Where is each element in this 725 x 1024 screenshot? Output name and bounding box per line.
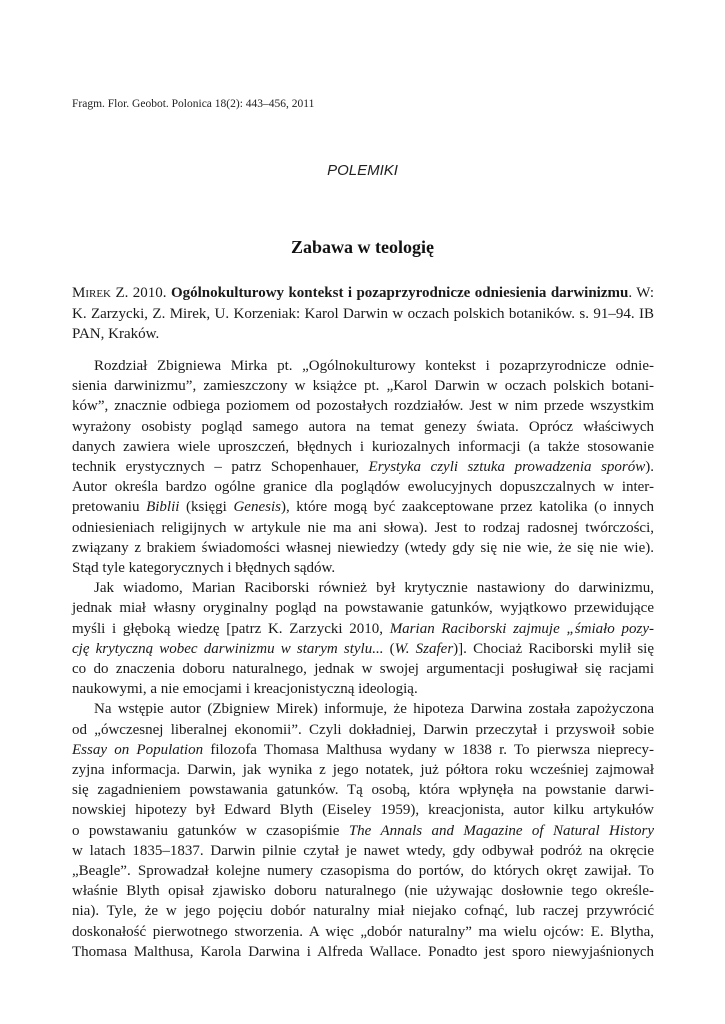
paragraph <box>72 356 654 578</box>
text-line <box>72 558 654 578</box>
reference-author: Mirek <box>72 285 112 301</box>
article-body <box>72 356 654 962</box>
paragraph <box>72 578 654 699</box>
italic-text: Genesis <box>233 499 281 516</box>
text-segment: ków”, znacznie odbiega poziomem od pozostałych rozdziałów. Jest w nim przede wszystkim <box>72 398 654 415</box>
text-segment: ( <box>383 640 395 657</box>
text-line <box>72 679 654 699</box>
paragraph <box>72 699 654 962</box>
text-line <box>72 659 654 679</box>
text-line <box>72 356 654 376</box>
text-line <box>72 417 654 437</box>
text-segment: )]. Chociaż Raciborski mylił się <box>453 640 654 657</box>
text-segment: jednak miał własny oryginalny pogląd na powstawanie gatunków, wyjątkowo przewidujące <box>72 600 654 617</box>
reviewed-work-reference <box>72 283 654 345</box>
text-line <box>72 437 654 457</box>
reference-details: . W: K. Zarzycki, Z. Mirek, U. Korzeniak: Karol Darwin w oczach polskich botaników. <box>72 285 655 322</box>
text-segment: zyjna informacja. Darwin, jak wynika z jego notatek, już półtora roku wcześniej zajmował <box>72 762 654 779</box>
text-segment: myśli i głęboką wiedzę [patrz K. Zarzycki 2010, <box>72 620 390 637</box>
text-line <box>72 376 654 396</box>
text-segment: pretowaniu <box>72 499 147 516</box>
text-line <box>72 477 654 497</box>
text-line <box>72 740 654 760</box>
text-segment: od „ówczesnej liberalnej ekonomii”. Czyli dokładniej, Darwin przeczytał i przyswoił sobie <box>72 721 654 738</box>
text-line <box>72 881 654 901</box>
text-segment: ). <box>645 459 654 476</box>
text-line <box>72 497 654 517</box>
text-segment: Autor określa bardzo ogólne granice dla poglądów ewolucyjnych dopuszczalnych w inter- <box>72 479 654 496</box>
section-heading: POLEMIKI <box>327 162 398 179</box>
text-segment: nia). Tyle, że w jego pojęciu dobór naturalny miał niejako cofnąć, lub raczej przywrócić <box>72 903 654 920</box>
text-segment: wyrażony osobisty pogląd samego autora na temat genezy świata. Oprócz właściwych <box>72 418 654 435</box>
text-segment: Na wstępie autor (Zbigniew Mirek) informuje, że hipoteza Darwina została zapożyczona <box>94 701 654 718</box>
italic-text: W. Szafer <box>394 640 454 657</box>
italic-text: The Annals and Magazine of Natural History <box>348 822 655 839</box>
text-line <box>72 396 654 416</box>
text-segment: nowskiej hipotezy był Edward Blyth (Eiseley 1959), kreacjonista, autor kilku artykułów <box>72 802 654 819</box>
text-line <box>72 720 654 740</box>
text-segment: w latach 1835–1837. Darwin pilnie czytał je nawet wtedy, gdy odbywał podróż na okręcie <box>72 842 654 859</box>
text-line <box>72 760 654 780</box>
text-line <box>72 821 654 841</box>
text-line <box>72 639 654 659</box>
text-line <box>72 922 654 942</box>
text-line <box>72 800 654 820</box>
text-segment: technik erystycznych – patrz Schopenhauer, <box>72 459 369 476</box>
text-segment: „Beagle”. Sprowadzał kolejne numery czasopisma do portów, do których okręt zawijał. To <box>72 863 654 880</box>
text-segment: Thomasa Malthusa, Karola Darwina i Alfreda Wallace. Ponadto jest sporo niewyjaśnionych <box>72 943 654 960</box>
text-line <box>72 841 654 861</box>
text-line <box>72 619 654 639</box>
text-segment: związany z brakiem świadomości własnej niewiedzy (wtedy gdy się nie wie, że się nie wie). <box>72 539 654 556</box>
text-line <box>72 901 654 921</box>
reference-book-title: Ogólnokulturowy kontekst i pozaprzyrodnicze odniesienia darwinizmu <box>170 285 629 301</box>
text-line <box>72 518 654 538</box>
journal-citation: Fragm. Flor. Geobot. Polonica 18(2): 443–456, 2011 <box>72 98 315 110</box>
text-line <box>72 538 654 558</box>
text-line <box>72 942 654 962</box>
text-segment: Jak wiadomo, Marian Raciborski również był krytycznie nastawiony do darwinizmu, <box>94 580 654 597</box>
italic-text: Marian Raciborski zajmuje „śmiało pozy- <box>389 620 654 637</box>
text-line <box>72 598 654 618</box>
text-segment: (księgi <box>179 499 234 516</box>
text-segment: Rozdział Zbigniewa Mirka pt. „Ogólnokulturowy kontekst i pozaprzyrodnicze odnie- <box>94 358 654 374</box>
text-segment: naukowymi, a nie emocjami i kreacjonistyczną ideologią. <box>72 681 418 698</box>
text-segment: filozofa Thomasa Malthusa wydany w 1838 r. To pierwsza nieprecy- <box>203 741 654 758</box>
text-line <box>72 699 654 719</box>
text-line <box>72 861 654 881</box>
text-segment: doskonałość pierwotnego stworzenia. A więc „dobór naturalny” ma wielu ojców: E. Blytha, <box>72 923 654 940</box>
text-segment: sienia darwinizmu”, zamieszczony w książce pt. „Karol Darwin w oczach polskich botani- <box>72 378 654 395</box>
text-line <box>72 457 654 477</box>
text-segment: o powstawaniu gatunków w czasopiśmie <box>72 822 349 839</box>
text-line <box>72 780 654 800</box>
italic-text: Essay on Population <box>72 741 204 758</box>
italic-text: Biblii <box>146 499 180 516</box>
reference-pages: s. 91–94. IB PAN, Kraków. <box>72 305 655 342</box>
reference-year: Z. 2010. <box>115 285 167 301</box>
text-segment: właśnie Blyth opisał zjawisko doboru naturalnego (nie używając dosłownie tego określe- <box>72 883 654 900</box>
text-segment: odniesieniach religijnych w artykule nie ma ani słowa). Jest to rodzaj radosnej twórczości, <box>72 519 654 536</box>
text-segment: ), które mogą być zaakceptowane przez katolika (o innych <box>280 499 654 516</box>
italic-text: cję krytyczną wobec darwinizmu w starym stylu... <box>72 640 384 657</box>
text-segment: Stąd tyle kategorycznych i błędnych sądów. <box>72 560 336 577</box>
text-line <box>72 578 654 598</box>
article-title: Zabawa w teologię <box>291 237 434 257</box>
italic-text: Erystyka czyli sztuka prowadzenia sporów <box>368 459 646 476</box>
text-segment: się zagadnieniem powstawania gatunków. Tą osobą, która wpłynęła na powstanie darwi- <box>72 782 654 799</box>
text-segment: danych zawiera wiele uproszczeń, błędnych i kuriozalnych informacji (a także stosowanie <box>72 438 654 455</box>
text-segment: co do znaczenia doboru naturalnego, jednak w swojej argumentacji posługiwał się racjami <box>72 661 654 678</box>
